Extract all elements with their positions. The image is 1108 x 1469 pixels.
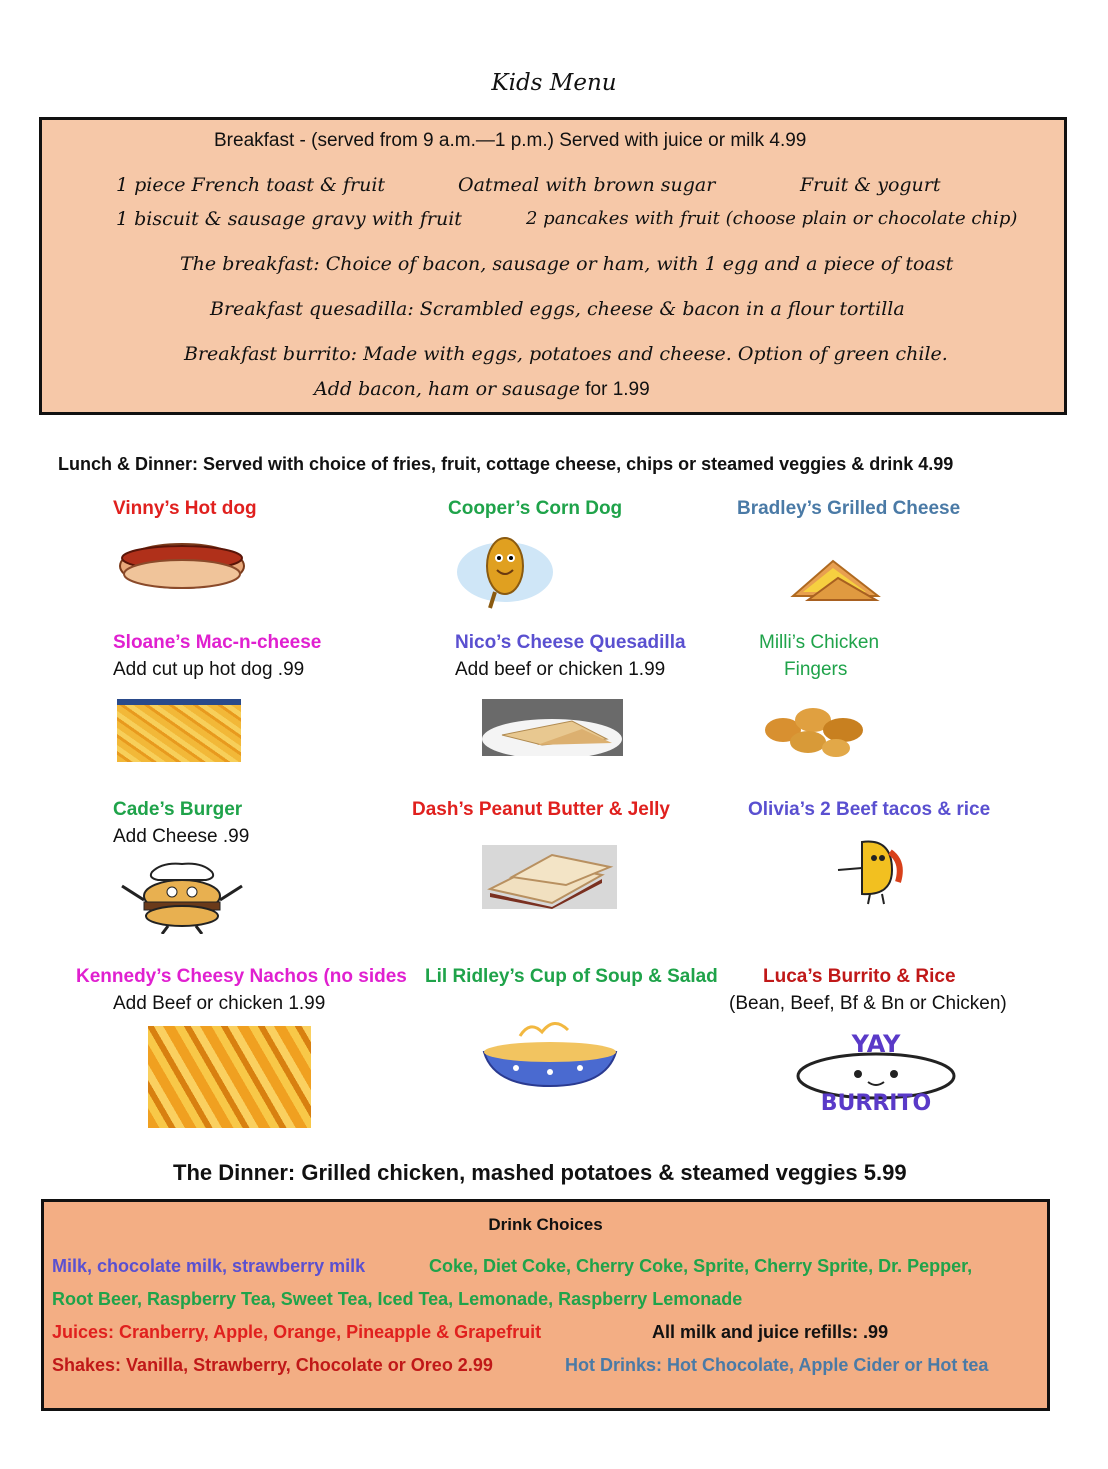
- drinks-juices: Juices: Cranberry, Apple, Orange, Pineapple & Grapefruit: [52, 1322, 542, 1342]
- breakfast-burrito-add: [314, 378, 650, 401]
- menu-item-name-cont: Fingers: [784, 659, 848, 680]
- menu-item-addon: (Bean, Beef, Bf & Bn or Chicken): [729, 993, 1007, 1014]
- drinks-teas: Root Beer, Raspberry Tea, Sweet Tea, Iced Tea, Lemonade, Raspberry Lemonade: [52, 1289, 743, 1309]
- menu-item-name: Cooper’s Corn Dog: [448, 498, 623, 519]
- yay-word: YAY: [851, 1030, 901, 1058]
- hot-dog-icon: [115, 530, 250, 595]
- lunch-dinner-header: Lunch & Dinner: Served with choice of fries, fruit, cottage cheese, chips or steamed veggies & drink 4.99: [58, 454, 954, 474]
- burrito-art: [772, 1030, 980, 1118]
- menu-title: Kids Menu: [491, 70, 617, 96]
- corn-dog-icon: [455, 532, 560, 612]
- drinks-milk: Milk, chocolate milk, strawberry milk: [52, 1256, 366, 1276]
- soup-bowl-icon: [476, 1012, 624, 1090]
- menu-item-name: Sloane’s Mac-n-cheese: [113, 632, 322, 653]
- breakfast-item: 1 piece French toast & fruit: [116, 174, 386, 196]
- mac-and-cheese-photo: [117, 699, 241, 762]
- drinks-shakes: Shakes: Vanilla, Strawberry, Chocolate or Oreo 2.99: [52, 1355, 493, 1375]
- taco-icon: [832, 836, 914, 906]
- menu-item-addon: Add cut up hot dog .99: [113, 659, 305, 680]
- breakfast-item: 2 pancakes with fruit (choose plain or chocolate chip): [526, 208, 1018, 229]
- sandwich-photo: [482, 845, 617, 909]
- menu-item-name: Luca’s Burrito & Rice: [763, 966, 956, 987]
- breakfast-header: Breakfast - (served from 9 a.m.—1 p.m.) Served with juice or milk 4.99: [214, 130, 807, 151]
- menu-item-addon: Add beef or chicken 1.99: [455, 659, 666, 680]
- yay-burrito-icon: [772, 1030, 980, 1118]
- the-breakfast: The breakfast: Choice of bacon, sausage or ham, with 1 egg and a piece of toast: [180, 253, 954, 275]
- drink-choices-section: [41, 1199, 1050, 1411]
- breakfast-section: [39, 117, 1067, 415]
- nachos-photo: [148, 1026, 311, 1128]
- menu-item-name: Cade’s Burger: [113, 799, 243, 820]
- breakfast-item: Fruit & yogurt: [800, 174, 941, 196]
- breakfast-item: 1 biscuit & sausage gravy with fruit: [116, 208, 462, 230]
- grilled-cheese-icon: [788, 556, 883, 601]
- menu-item-name: Bradley’s Grilled Cheese: [737, 498, 961, 519]
- breakfast-item: Oatmeal with brown sugar: [458, 174, 716, 196]
- burger-icon: [116, 862, 248, 934]
- menu-item-name: Milli’s Chicken: [759, 632, 880, 653]
- drink-choices-title: Drink Choices: [488, 1215, 603, 1234]
- burrito-word: BURRITO: [820, 1091, 932, 1116]
- menu-item-name: Dash’s Peanut Butter & Jelly: [412, 799, 670, 820]
- breakfast-quesadilla: Breakfast quesadilla: Scrambled eggs, cheese & bacon in a flour tortilla: [210, 298, 905, 320]
- drinks-hot: Hot Drinks: Hot Chocolate, Apple Cider or Hot tea: [565, 1355, 989, 1375]
- burrito-add-text: Add bacon, ham or sausage: [314, 378, 580, 400]
- the-dinner: The Dinner: Grilled chicken, mashed potatoes & steamed veggies 5.99: [173, 1160, 907, 1185]
- menu-item-name: Vinny’s Hot dog: [113, 498, 257, 519]
- menu-item-name: Kennedy’s Cheesy Nachos (no sides: [76, 966, 407, 987]
- menu-item-name: Lil Ridley’s Cup of Soup & Salad: [425, 966, 718, 987]
- quesadilla-photo: [482, 699, 623, 756]
- burrito-add-price: for 1.99: [585, 379, 650, 400]
- menu-item-name: Olivia’s 2 Beef tacos & rice: [748, 799, 991, 820]
- drinks-sodas: Coke, Diet Coke, Cherry Coke, Sprite, Cherry Sprite, Dr. Pepper,: [429, 1256, 973, 1276]
- menu-item-addon: Add Cheese .99: [113, 826, 250, 847]
- menu-item-name: Nico’s Cheese Quesadilla: [455, 632, 686, 653]
- chicken-nuggets-icon: [758, 700, 873, 760]
- drinks-refills: All milk and juice refills: .99: [652, 1322, 889, 1342]
- menu-item-addon: Add Beef or chicken 1.99: [113, 993, 326, 1014]
- breakfast-burrito: Breakfast burrito: Made with eggs, potatoes and cheese. Option of green chile.: [184, 343, 948, 365]
